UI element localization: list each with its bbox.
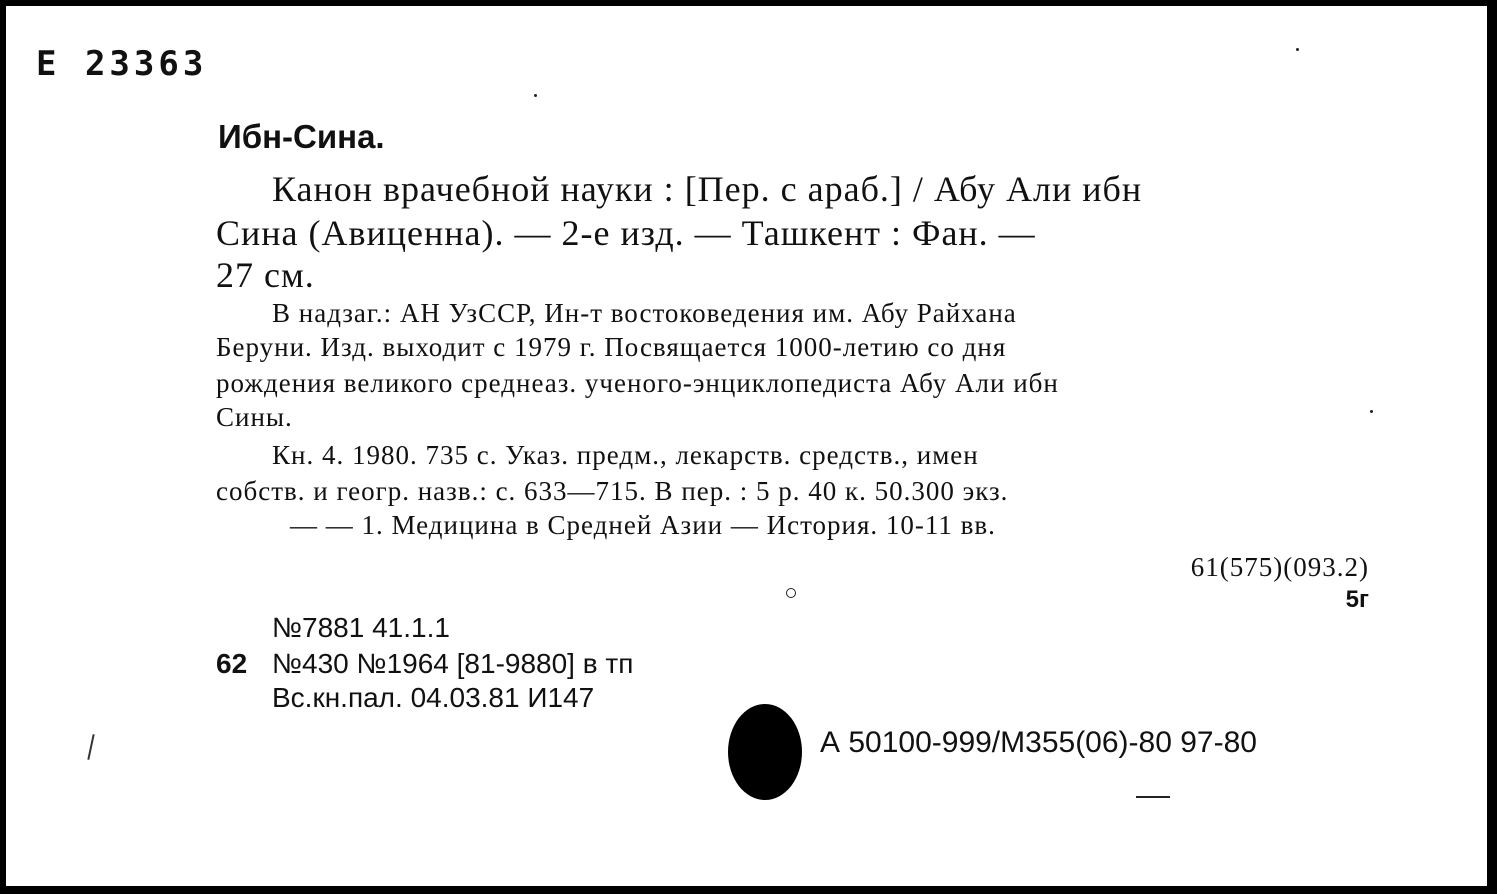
volume-line: Кн. 4. 1980. 735 с. Указ. предм., лекарств. средств., имен: [272, 440, 979, 470]
subject-heading: — — 1. Медицина в Средней Азии — История. 10-11 вв.: [290, 510, 996, 540]
speck: [534, 94, 537, 97]
title-line: Канон врачебной науки : [Пер. с араб.] / Абу Али ибн: [272, 169, 1143, 209]
registration-line: №7881 41.1.1: [272, 612, 450, 643]
publisher-code: А 50100-999/М355(06)-80 97-80: [820, 726, 1257, 759]
punch-hole: [728, 704, 802, 800]
registration-line: №430 №1964 [81-9880] в тп: [272, 648, 634, 679]
author-heading: Ибн-Сина.: [218, 118, 385, 155]
pen-mark: [87, 734, 94, 760]
small-circle-mark: [786, 588, 796, 598]
speck: [1296, 48, 1299, 51]
note-line: рождения великого среднеаз. ученого-энциклопедиста Абу Али ибн: [216, 368, 1059, 398]
registration-line: Вс.кн.пал. 04.03.81 И147: [272, 682, 595, 713]
classification-mark: 5г: [1345, 586, 1369, 613]
classification-code: 61(575)(093.2): [1190, 552, 1369, 582]
note-line: Беруни. Изд. выходит с 1979 г. Посвящается 1000-летию со дня: [216, 332, 1007, 362]
registration-prefix: 62: [216, 648, 248, 679]
note-line: В надзаг.: АН УзССР, Ин-т востоковедения им. Абу Райхана: [272, 298, 1017, 328]
volume-line: собств. и геогр. назв.: с. 633—715. В пер. : 5 р. 40 к. 50.300 экз.: [216, 476, 1009, 506]
card-number: Е 23363: [36, 44, 208, 84]
speck: [1370, 410, 1373, 413]
title-line: Сина (Авиценна). — 2-е изд. — Ташкент : Фан. —: [216, 213, 1036, 253]
dash-mark: [1136, 796, 1170, 798]
catalog-card: [6, 6, 1487, 886]
title-line: 27 см.: [216, 255, 315, 295]
note-line: Сины.: [216, 402, 293, 432]
